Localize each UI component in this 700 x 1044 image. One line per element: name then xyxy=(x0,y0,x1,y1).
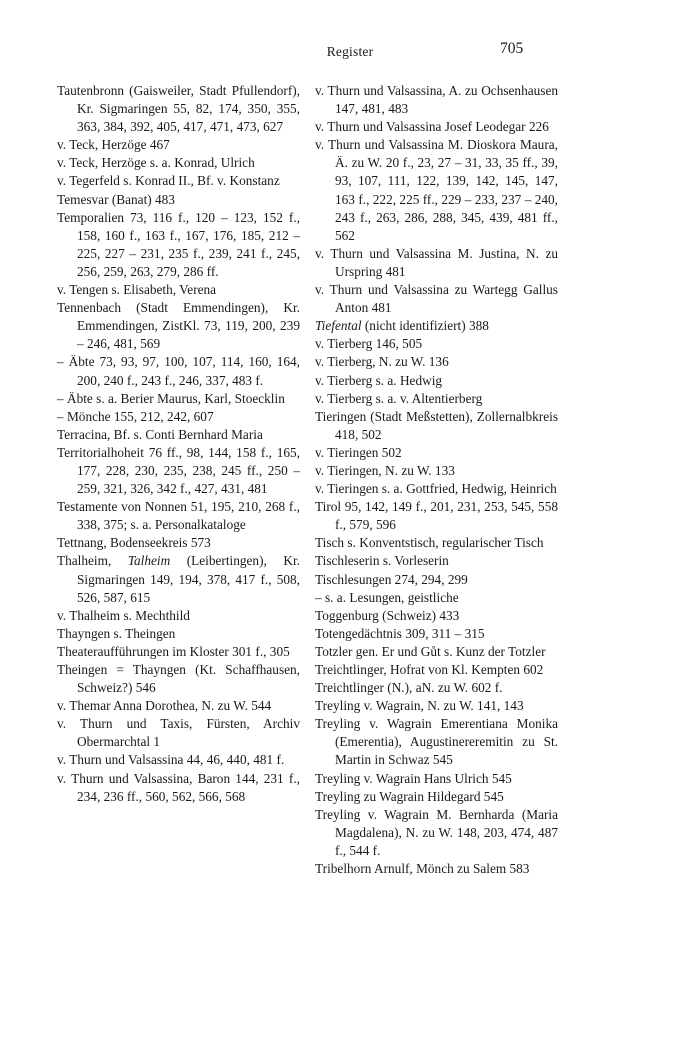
index-entry: Theateraufführungen im Kloster 301 f., 305 xyxy=(57,643,290,659)
index-entry: v. Thurn und Valsassina 44, 46, 440, 481 f. xyxy=(57,752,285,768)
index-entry: v. Tierberg, N. zu W. 136 xyxy=(315,354,449,370)
index-entry: Tischleserin s. Vorleserin xyxy=(315,553,449,569)
index-entry: v. Thurn und Taxis, Fürsten, Archiv Obermarchtal 1 xyxy=(57,716,300,750)
index-entry: v. Thurn und Valsassina M. Justina, N. zu Urspring 481 xyxy=(315,245,558,279)
index-entry: v. Tierberg s. a. v. Altentierberg xyxy=(315,390,483,406)
index-entry: v. Thalheim s. Mechthild xyxy=(57,607,190,623)
index-column-left xyxy=(57,82,300,806)
entry-text: Thalheim, xyxy=(57,553,128,569)
index-entry: v. Thurn und Valsassina Josef Leodegar 226 xyxy=(315,119,549,135)
index-entry: v. Thurn und Valsassina M. Dioskora Maura, Ä. zu W. 20 f., 23, 27 – 31, 33, 35 ff., 39, 93, 107, 111, 122, 139, 142, 145, 147, 163 f., 222, 225 ff., 229 – 233, 237 – 240, 243 f., 263, 286, 288, 345, 439, 481 ff., 562 xyxy=(315,137,558,243)
entry-italic-name: Talheim xyxy=(127,553,171,569)
index-entry xyxy=(315,317,558,335)
index-entry: Terracina, Bf. s. Conti Bernhard Maria xyxy=(57,426,263,442)
index-entry: Temporalien 73, 116 f., 120 – 123, 152 f., 158, 160 f., 163 f., 167, 176, 185, 212 – 225, 227 – 231, 235 f., 239, 241 f., 245, 256, 259, 263, 279, 286 ff. xyxy=(57,209,300,279)
index-entry: v. Teck, Herzöge 467 xyxy=(57,137,170,153)
index-entry: Tennenbach (Stadt Emmendingen), Kr. Emmendingen, ZistKl. 73, 119, 200, 239 – 246, 481, 569 xyxy=(57,300,300,352)
index-entry: Temesvar (Banat) 483 xyxy=(57,191,175,207)
index-entry: Theingen = Thayngen (Kt. Schaffhausen, Schweiz?) 546 xyxy=(57,662,300,696)
index-entry: Tischlesungen 274, 294, 299 xyxy=(315,571,468,587)
index-entry: Tettnang, Bodenseekreis 573 xyxy=(57,535,211,551)
index-entry: v. Thurn und Valsassina, Baron 144, 231 f., 234, 236 ff., 560, 562, 566, 568 xyxy=(57,770,300,804)
entry-text: (Leibertingen), Kr. Sigmaringen 149, 194, 378, 417 f., 508, 526, 587, 615 xyxy=(77,553,300,605)
index-entry: Treyling v. Wagrain M. Bernharda (Maria Magdalena), N. zu W. 148, 203, 474, 487 f., 544 f. xyxy=(315,806,558,858)
index-entry: v. Tierberg 146, 505 xyxy=(315,336,423,352)
index-entry: – s. a. Lesungen, geistliche xyxy=(315,589,459,605)
index-entry: v. Thurn und Valsassina, A. zu Ochsenhausen 147, 481, 483 xyxy=(315,83,558,117)
index-entry: – Mönche 155, 212, 242, 607 xyxy=(57,408,214,424)
index-entry: – Äbte s. a. Berier Maurus, Karl, Stoecklin xyxy=(57,390,285,406)
index-entry: Tisch s. Konventstisch, regularischer Tisch xyxy=(315,535,544,551)
index-entry: Testamente von Nonnen 51, 195, 210, 268 f., 338, 375; s. a. Personalkataloge xyxy=(57,499,300,533)
index-entry: Thayngen s. Theingen xyxy=(57,625,176,641)
index-entry: Tribelhorn Arnulf, Mönch zu Salem 583 xyxy=(315,861,530,877)
index-entry: v. Tierberg s. a. Hedwig xyxy=(315,372,443,388)
index-entry: v. Tegerfeld s. Konrad II., Bf. v. Konstanz xyxy=(57,173,280,189)
page-number: 705 xyxy=(500,40,524,57)
index-entry xyxy=(57,552,300,606)
index-entry: – Äbte 73, 93, 97, 100, 107, 114, 160, 164, 200, 240 f., 243 f., 246, 337, 483 f. xyxy=(57,354,300,388)
index-entry: Treyling zu Wagrain Hildegard 545 xyxy=(315,788,504,804)
index-entry: Treyling v. Wagrain, N. zu W. 141, 143 xyxy=(315,698,524,714)
index-entry: Treyling v. Wagrain Hans Ulrich 545 xyxy=(315,770,512,786)
index-entry: v. Tieringen 502 xyxy=(315,444,402,460)
index-entry: Territorialhoheit 76 ff., 98, 144, 158 f., 165, 177, 228, 230, 235, 238, 245 ff., 250 – 259, 321, 326, 342 f., 427, 431, 481 xyxy=(57,444,300,497)
index-entry: v. Tengen s. Elisabeth, Verena xyxy=(57,282,217,298)
index-entry: v. Teck, Herzöge s. a. Konrad, Ulrich xyxy=(57,155,255,171)
index-entry: Tieringen (Stadt Meßstetten), Zollernalbkreis 418, 502 xyxy=(315,408,558,442)
header-title: Register xyxy=(326,44,374,59)
index-entry: v. Tieringen, N. zu W. 133 xyxy=(315,462,455,478)
index-entry: Tautenbronn (Gaisweiler, Stadt Pfullendorf), Kr. Sigmaringen 55, 82, 174, 350, 355, 363, 384, 392, 405, 417, 471, 473, 627 xyxy=(57,83,300,135)
index-entry: Treyling v. Wagrain Emerentiana Monika (Emerentia), Augustinereremitin zu St. Martin in Schwaz 545 xyxy=(315,716,558,768)
index-entry: Toggenburg (Schweiz) 433 xyxy=(315,607,460,623)
index-entry: Tirol 95, 142, 149 f., 201, 231, 253, 545, 558 f., 579, 596 xyxy=(315,499,558,533)
index-entry: Totzler gen. Er und Gůt s. Kunz der Totzler xyxy=(315,643,546,659)
index-entry: v. Tieringen s. a. Gottfried, Hedwig, Heinrich xyxy=(315,481,557,497)
index-column-right xyxy=(315,82,558,878)
index-entry: Treichtlinger (N.), aN. zu W. 602 f. xyxy=(315,680,503,696)
index-entry: v. Themar Anna Dorothea, N. zu W. 544 xyxy=(57,698,272,714)
index-entry: Treichtlinger, Hofrat von Kl. Kempten 602 xyxy=(315,662,544,677)
index-entry: v. Thurn und Valsassina zu Wartegg Gallus Anton 481 xyxy=(315,282,558,316)
entry-text: (nicht identifiziert) 388 xyxy=(361,318,489,334)
index-entry: Totengedächtnis 309, 311 – 315 xyxy=(315,625,485,641)
entry-italic-name: Tiefental xyxy=(315,318,362,334)
